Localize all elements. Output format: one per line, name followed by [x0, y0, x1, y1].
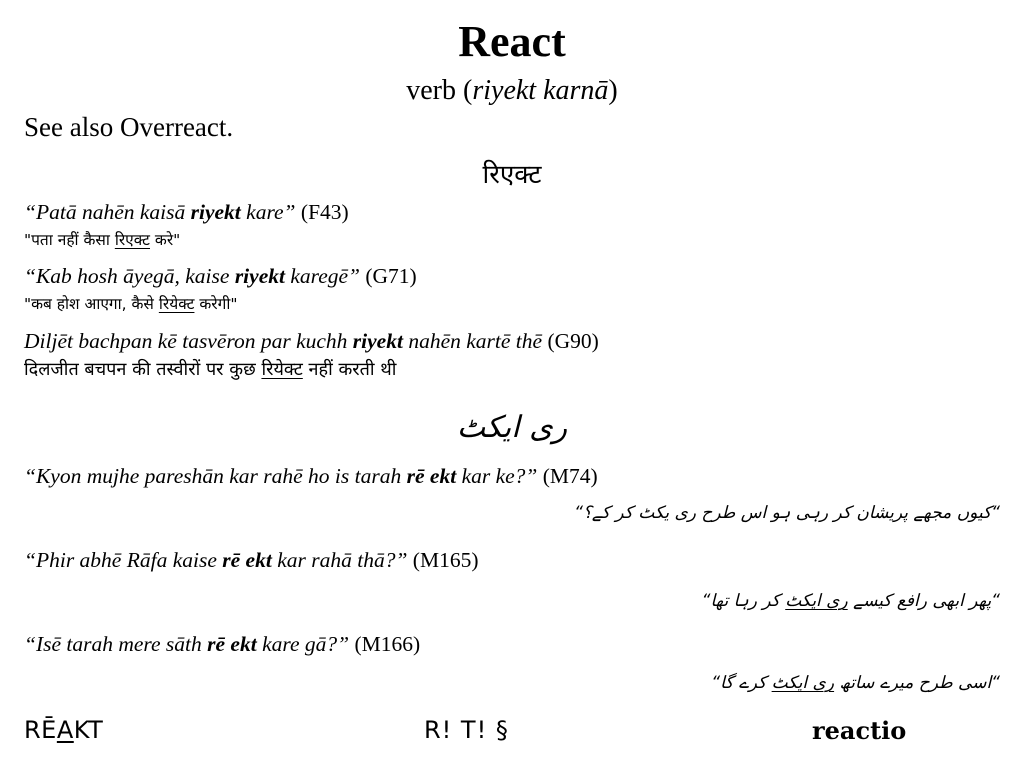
- source-ref: (M74): [537, 464, 598, 488]
- underlined-keyword: रिएक्ट: [114, 231, 150, 249]
- urdu-section-heading: ری ایکٹ: [456, 410, 568, 445]
- urdu-example-2-roman: “Phir abhē Rāfa kaise rē ekt kar rahā thā?” (M165): [24, 548, 479, 572]
- transliteration: riyekt karnā: [472, 75, 609, 106]
- footer-etymology: reactio: [812, 716, 907, 745]
- source-ref: (G71): [360, 264, 417, 288]
- footer-symbols: R! T! §: [424, 716, 509, 744]
- urdu-example-1-roman: “Kyon mujhe pareshān kar rahē ho is tarah rē ekt kar ke?” (M74): [24, 464, 598, 488]
- underlined-keyword: ری ایکٹ: [771, 673, 835, 693]
- keyword-urdu: ری یکٹ: [638, 503, 696, 523]
- part-of-speech-line: verb (riyekt karnā): [406, 75, 618, 106]
- hindi-example-3-devanagari: दिलजीत बचपन की तस्वीरों पर कुछ रियेक्ट नहीं करती थी: [24, 359, 397, 380]
- keyword: riyekt: [190, 200, 241, 224]
- keyword: rē ekt: [207, 632, 257, 656]
- urdu-example-3-roman: “Isē tarah mere sāth rē ekt kare gā?” (M166): [24, 632, 421, 656]
- hindi-example-1-devanagari: "पता नहीं कैसा रिएक्ट करे": [24, 231, 181, 249]
- urdu-example-3-urdu: “اسی طرح میرے ساتھ ری ایکٹ کرے گا“: [711, 673, 1000, 693]
- underlined-keyword: ری ایکٹ: [785, 591, 848, 611]
- hindi-example-2-roman: “Kab hosh āyegā, kaise riyekt karegē” (G71): [24, 264, 417, 288]
- hindi-section-heading: रिएक्ट: [482, 160, 542, 190]
- footer-phonetic: RĒAKT: [24, 716, 104, 744]
- hindi-example-1-roman: “Patā nahēn kaisā riyekt kare” (F43): [24, 200, 349, 224]
- keyword: riyekt: [352, 329, 403, 353]
- source-ref: (M166): [349, 632, 421, 656]
- hindi-example-2-devanagari: "कब होश आएगा, कैसे रियेक्ट करेगी": [24, 295, 238, 313]
- source-ref: (G90): [542, 329, 599, 353]
- urdu-example-1-urdu: “کیوں مجھے پریشان کر رہی ہو اس طرح ری یکٹ کر کے؟“: [574, 503, 1000, 523]
- underlined-keyword: रियेक्ट: [261, 359, 303, 380]
- keyword: riyekt: [234, 264, 285, 288]
- source-ref: (M165): [407, 548, 479, 572]
- underlined-letter: A: [56, 716, 74, 744]
- pos-label: verb: [406, 75, 457, 106]
- underlined-keyword: रियेक्ट: [158, 295, 195, 313]
- urdu-example-2-urdu: “پھر ابھی رافع کیسے ری ایکٹ کر رہا تھا“: [701, 591, 1000, 611]
- hindi-example-3-roman: Diljēt bachpan kē tasvēron par kuchh riyekt nahēn kartē thē (G90): [24, 329, 599, 353]
- see-also-note: See also Overreact.: [24, 112, 234, 142]
- source-ref: (F43): [295, 200, 349, 224]
- keyword: rē ekt: [406, 464, 457, 488]
- headword: React: [458, 17, 566, 66]
- keyword: rē ekt: [222, 548, 272, 572]
